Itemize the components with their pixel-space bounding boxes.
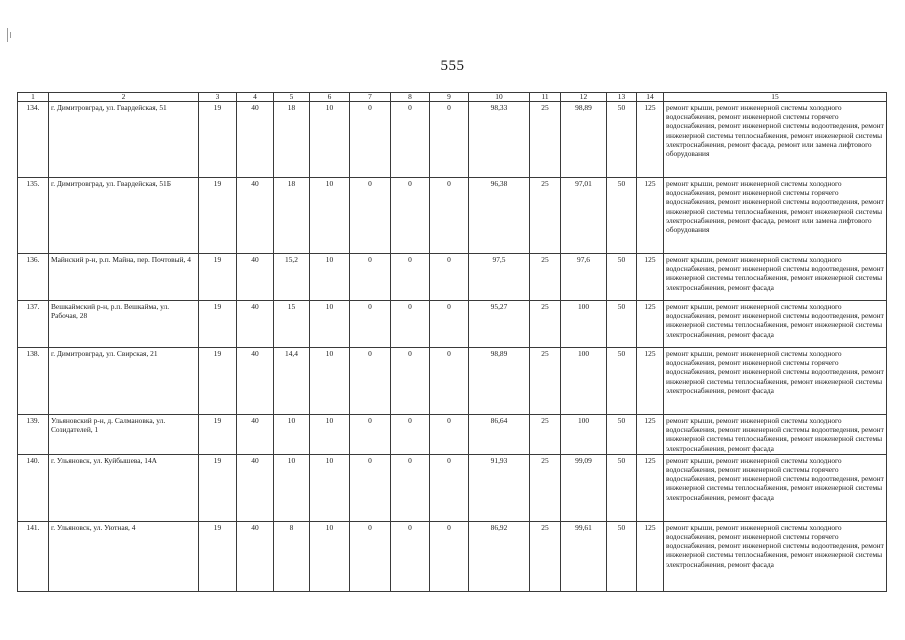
value-cell: 50 bbox=[607, 102, 637, 178]
value-cell: 100 bbox=[561, 348, 607, 415]
value-cell: 0 bbox=[391, 415, 430, 455]
address-cell: г. Ульяновск, ул. Куйбышева, 14А bbox=[49, 454, 199, 521]
value-cell: 19 bbox=[199, 178, 237, 254]
value-cell: 50 bbox=[607, 415, 637, 455]
column-header: 8 bbox=[391, 93, 430, 102]
value-cell: 15 bbox=[274, 301, 310, 348]
value-cell: 25 bbox=[530, 102, 561, 178]
value-cell: 25 bbox=[530, 178, 561, 254]
value-cell: 0 bbox=[391, 102, 430, 178]
column-number-row bbox=[18, 93, 887, 102]
row-number: 137. bbox=[18, 301, 49, 348]
value-cell: 8 bbox=[274, 521, 310, 591]
value-cell: 18 bbox=[274, 102, 310, 178]
value-cell: 0 bbox=[391, 254, 430, 301]
value-cell: 19 bbox=[199, 521, 237, 591]
row-number: 134. bbox=[18, 102, 49, 178]
value-cell: 25 bbox=[530, 254, 561, 301]
value-cell: 40 bbox=[237, 301, 274, 348]
address-cell: Вешкаймский р-н, р.п. Вешкайма, ул. Рабочая, 28 bbox=[49, 301, 199, 348]
table-row bbox=[18, 454, 887, 521]
column-header: 4 bbox=[237, 93, 274, 102]
table-row bbox=[18, 102, 887, 178]
column-header: 14 bbox=[637, 93, 664, 102]
value-cell: 125 bbox=[637, 521, 664, 591]
value-cell: 0 bbox=[430, 254, 469, 301]
value-cell: 0 bbox=[430, 415, 469, 455]
value-cell: 97,5 bbox=[469, 254, 530, 301]
table-row bbox=[18, 348, 887, 415]
column-header: 10 bbox=[469, 93, 530, 102]
page-number: 555 bbox=[440, 58, 465, 74]
value-cell: 125 bbox=[637, 348, 664, 415]
works-cell: ремонт крыши, ремонт инженерной системы холодного водоснабжения, ремонт инженерной системы горячего водоснабжения, ремонт инженерной системы водоотведения, ремонт инженерной системы теплоснабжения, ремонт инженерной системы электроснабжения, ремонт фасада, ремонт или замена лифтового оборудования bbox=[664, 102, 887, 178]
works-cell: ремонт крыши, ремонт инженерной системы холодного водоснабжения, ремонт инженерной системы горячего водоснабжения, ремонт инженерной системы водоотведения, ремонт инженерной системы теплоснабжения, ремонт инженерной системы электроснабжения, ремонт фасада bbox=[664, 454, 887, 521]
value-cell: 10 bbox=[310, 521, 350, 591]
value-cell: 0 bbox=[391, 454, 430, 521]
value-cell: 10 bbox=[274, 454, 310, 521]
value-cell: 40 bbox=[237, 521, 274, 591]
value-cell: 19 bbox=[199, 254, 237, 301]
table-row bbox=[18, 254, 887, 301]
value-cell: 0 bbox=[350, 254, 391, 301]
value-cell: 10 bbox=[310, 301, 350, 348]
column-header: 12 bbox=[561, 93, 607, 102]
value-cell: 19 bbox=[199, 348, 237, 415]
column-header: 3 bbox=[199, 93, 237, 102]
address-cell: г. Димитровград, ул. Гвардейская, 51Б bbox=[49, 178, 199, 254]
row-number: 135. bbox=[18, 178, 49, 254]
address-cell: Майнский р-н, р.п. Майна, пер. Почтовый, 4 bbox=[49, 254, 199, 301]
value-cell: 0 bbox=[430, 178, 469, 254]
value-cell: 0 bbox=[350, 415, 391, 455]
value-cell: 50 bbox=[607, 521, 637, 591]
value-cell: 97,01 bbox=[561, 178, 607, 254]
scan-speck bbox=[10, 32, 11, 38]
value-cell: 97,6 bbox=[561, 254, 607, 301]
value-cell: 19 bbox=[199, 301, 237, 348]
value-cell: 40 bbox=[237, 178, 274, 254]
value-cell: 19 bbox=[199, 415, 237, 455]
value-cell: 18 bbox=[274, 178, 310, 254]
works-cell: ремонт крыши, ремонт инженерной системы холодного водоснабжения, ремонт инженерной системы водоотведения, ремонт инженерной системы теплоснабжения, ремонт инженерной системы электроснабжения, ремонт фасада bbox=[664, 254, 887, 301]
value-cell: 98,89 bbox=[469, 348, 530, 415]
works-cell: ремонт крыши, ремонт инженерной системы холодного водоснабжения, ремонт инженерной системы горячего водоснабжения, ремонт инженерной системы водоотведения, ремонт инженерной системы теплоснабжения, ремонт инженерной системы электроснабжения, ремонт фасада bbox=[664, 521, 887, 591]
value-cell: 99,61 bbox=[561, 521, 607, 591]
repair-program-table bbox=[17, 92, 887, 592]
value-cell: 0 bbox=[350, 521, 391, 591]
value-cell: 50 bbox=[607, 301, 637, 348]
value-cell: 96,38 bbox=[469, 178, 530, 254]
column-header: 15 bbox=[664, 93, 887, 102]
table-row bbox=[18, 415, 887, 455]
works-cell: ремонт крыши, ремонт инженерной системы холодного водоснабжения, ремонт инженерной системы горячего водоснабжения, ремонт инженерной системы водоотведения, ремонт инженерной системы теплоснабжения, ремонт инженерной системы электроснабжения, ремонт фасада bbox=[664, 348, 887, 415]
value-cell: 99,09 bbox=[561, 454, 607, 521]
value-cell: 0 bbox=[430, 454, 469, 521]
value-cell: 25 bbox=[530, 348, 561, 415]
value-cell: 25 bbox=[530, 454, 561, 521]
address-cell: Ульяновский р-н, д. Салмановка, ул. Созидателей, 1 bbox=[49, 415, 199, 455]
scan-speck bbox=[7, 28, 8, 42]
value-cell: 98,89 bbox=[561, 102, 607, 178]
value-cell: 86,92 bbox=[469, 521, 530, 591]
value-cell: 50 bbox=[607, 454, 637, 521]
value-cell: 91,93 bbox=[469, 454, 530, 521]
value-cell: 0 bbox=[430, 102, 469, 178]
address-cell: г. Димитровград, ул. Свирская, 21 bbox=[49, 348, 199, 415]
value-cell: 50 bbox=[607, 178, 637, 254]
column-header: 13 bbox=[607, 93, 637, 102]
table-row bbox=[18, 178, 887, 254]
value-cell: 10 bbox=[310, 415, 350, 455]
value-cell: 0 bbox=[391, 178, 430, 254]
value-cell: 100 bbox=[561, 415, 607, 455]
value-cell: 10 bbox=[310, 454, 350, 521]
value-cell: 10 bbox=[310, 254, 350, 301]
value-cell: 10 bbox=[274, 415, 310, 455]
value-cell: 0 bbox=[350, 301, 391, 348]
column-header: 1 bbox=[18, 93, 49, 102]
value-cell: 125 bbox=[637, 415, 664, 455]
value-cell: 15,2 bbox=[274, 254, 310, 301]
value-cell: 25 bbox=[530, 301, 561, 348]
column-header: 6 bbox=[310, 93, 350, 102]
value-cell: 40 bbox=[237, 102, 274, 178]
value-cell: 0 bbox=[391, 521, 430, 591]
value-cell: 19 bbox=[199, 454, 237, 521]
value-cell: 14,4 bbox=[274, 348, 310, 415]
value-cell: 95,27 bbox=[469, 301, 530, 348]
value-cell: 125 bbox=[637, 102, 664, 178]
value-cell: 0 bbox=[391, 301, 430, 348]
value-cell: 25 bbox=[530, 415, 561, 455]
value-cell: 0 bbox=[350, 178, 391, 254]
value-cell: 10 bbox=[310, 102, 350, 178]
value-cell: 10 bbox=[310, 348, 350, 415]
works-cell: ремонт крыши, ремонт инженерной системы холодного водоснабжения, ремонт инженерной системы водоотведения, ремонт инженерной системы теплоснабжения, ремонт инженерной системы электроснабжения, ремонт фасада bbox=[664, 301, 887, 348]
value-cell: 40 bbox=[237, 254, 274, 301]
value-cell: 40 bbox=[237, 348, 274, 415]
value-cell: 0 bbox=[430, 348, 469, 415]
column-header: 5 bbox=[274, 93, 310, 102]
value-cell: 25 bbox=[530, 521, 561, 591]
table-row bbox=[18, 521, 887, 591]
value-cell: 125 bbox=[637, 254, 664, 301]
value-cell: 0 bbox=[350, 102, 391, 178]
value-cell: 40 bbox=[237, 454, 274, 521]
value-cell: 10 bbox=[310, 178, 350, 254]
column-header: 7 bbox=[350, 93, 391, 102]
value-cell: 0 bbox=[391, 348, 430, 415]
value-cell: 0 bbox=[350, 454, 391, 521]
row-number: 138. bbox=[18, 348, 49, 415]
value-cell: 98,33 bbox=[469, 102, 530, 178]
works-cell: ремонт крыши, ремонт инженерной системы холодного водоснабжения, ремонт инженерной системы водоотведения, ремонт инженерной системы теплоснабжения, ремонт инженерной системы электроснабжения, ремонт фасада bbox=[664, 415, 887, 455]
value-cell: 0 bbox=[430, 521, 469, 591]
row-number: 140. bbox=[18, 454, 49, 521]
works-cell: ремонт крыши, ремонт инженерной системы холодного водоснабжения, ремонт инженерной системы горячего водоснабжения, ремонт инженерной системы водоотведения, ремонт инженерной системы теплоснабжения, ремонт инженерной системы электроснабжения, ремонт фасада, ремонт или замена лифтового оборудования bbox=[664, 178, 887, 254]
value-cell: 86,64 bbox=[469, 415, 530, 455]
table-row bbox=[18, 301, 887, 348]
row-number: 139. bbox=[18, 415, 49, 455]
column-header: 9 bbox=[430, 93, 469, 102]
value-cell: 19 bbox=[199, 102, 237, 178]
value-cell: 50 bbox=[607, 348, 637, 415]
column-header: 2 bbox=[49, 93, 199, 102]
value-cell: 0 bbox=[430, 301, 469, 348]
value-cell: 40 bbox=[237, 415, 274, 455]
value-cell: 125 bbox=[637, 178, 664, 254]
value-cell: 125 bbox=[637, 301, 664, 348]
row-number: 141. bbox=[18, 521, 49, 591]
value-cell: 50 bbox=[607, 254, 637, 301]
row-number: 136. bbox=[18, 254, 49, 301]
value-cell: 125 bbox=[637, 454, 664, 521]
column-header: 11 bbox=[530, 93, 561, 102]
value-cell: 0 bbox=[350, 348, 391, 415]
address-cell: г. Димитровград, ул. Гвардейская, 51 bbox=[49, 102, 199, 178]
address-cell: г. Ульяновск, ул. Уютная, 4 bbox=[49, 521, 199, 591]
value-cell: 100 bbox=[561, 301, 607, 348]
